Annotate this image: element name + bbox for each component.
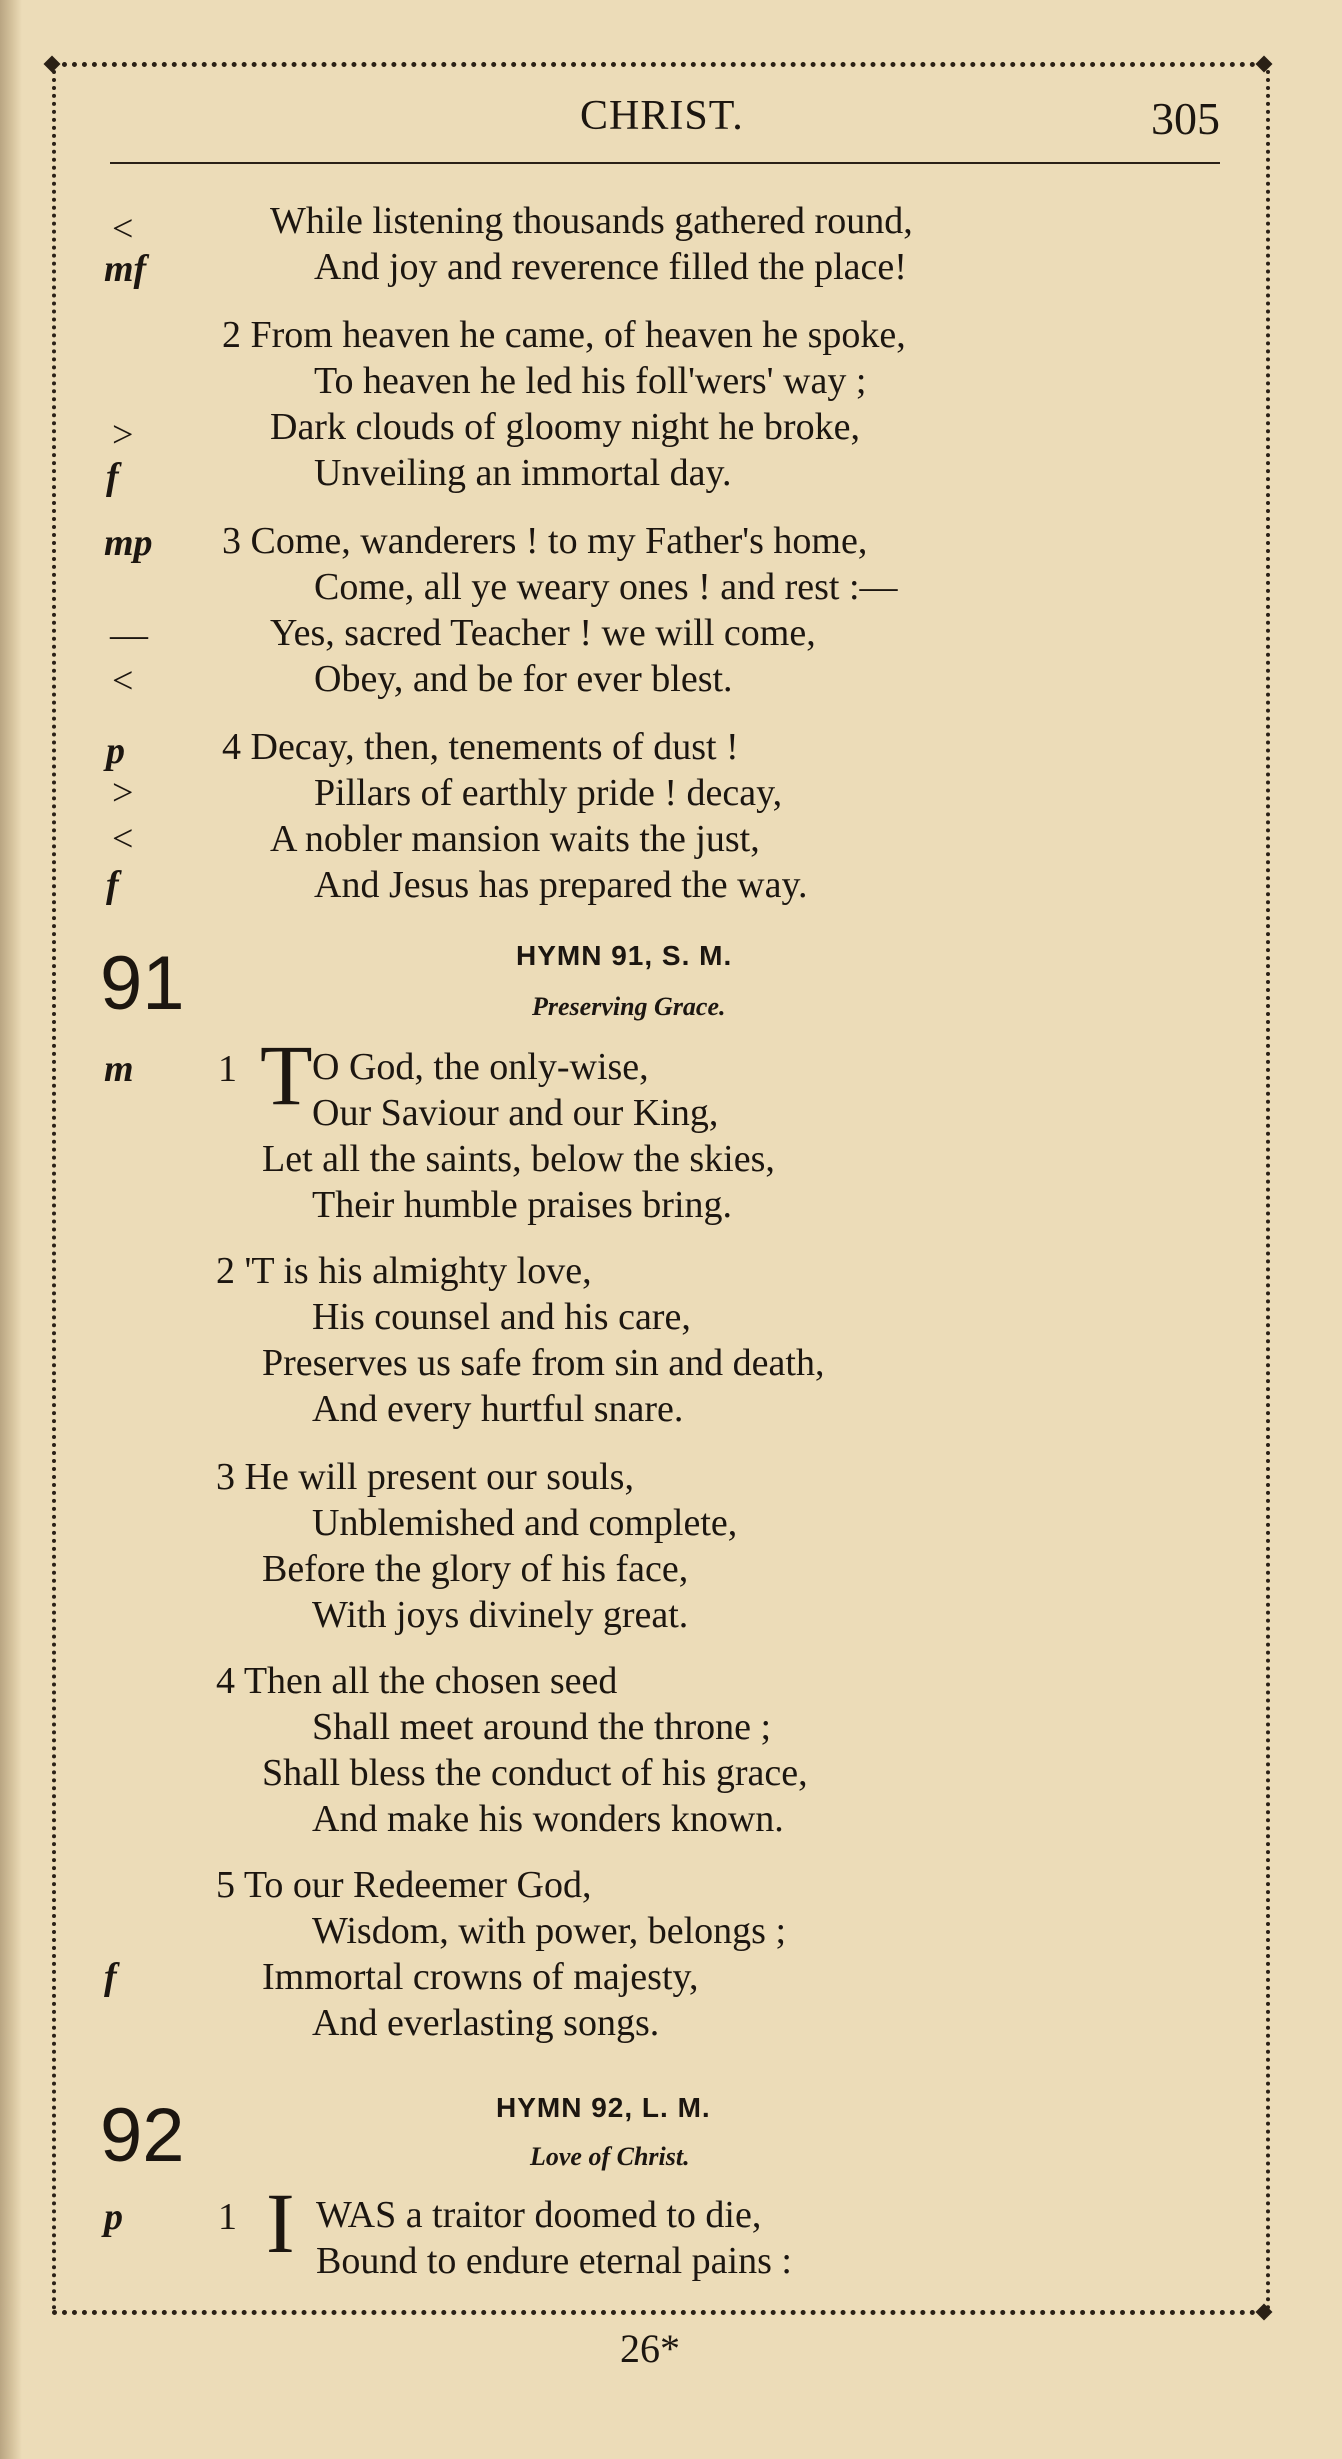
hymn-subtitle: Love of Christ. xyxy=(530,2142,690,2171)
verse-line: Immortal crowns of majesty, xyxy=(262,1956,699,1998)
verse-line: 2 From heaven he came, of heaven he spoke, xyxy=(222,314,906,356)
dynamic-mark: p xyxy=(106,730,125,772)
verse-line: Pillars of earthly pride ! decay, xyxy=(314,772,783,814)
verse-line: And joy and reverence filled the place! xyxy=(314,246,907,288)
dynamic-mark: f xyxy=(106,864,119,906)
verse-line: 5 To our Redeemer God, xyxy=(216,1864,592,1906)
page-header xyxy=(110,92,1220,164)
verse-line: O God, the only-wise, xyxy=(312,1046,649,1088)
dynamic-mark: mf xyxy=(104,248,147,290)
dynamic-mark: < xyxy=(112,208,134,250)
verse-line: 3 He will present our souls, xyxy=(216,1456,634,1498)
verse-line: And make his wonders known. xyxy=(312,1798,784,1840)
dynamic-mark: m xyxy=(104,1048,134,1090)
verse-line: Shall meet around the throne ; xyxy=(312,1706,772,1748)
verse-line: Bound to endure eternal pains : xyxy=(316,2240,792,2282)
verse-line: Before the glory of his face, xyxy=(262,1548,689,1590)
hymn-title: HYMN 91, S. M. xyxy=(516,940,733,971)
verse-number: 1 xyxy=(218,1048,237,1090)
page-edge xyxy=(0,0,22,2459)
verse-line: Shall bless the conduct of his grace, xyxy=(262,1752,808,1794)
dynamic-mark: — xyxy=(110,614,148,656)
verse-line: To heaven he led his foll'wers' way ; xyxy=(314,360,867,402)
hymn-subtitle: Preserving Grace. xyxy=(532,992,726,1021)
verse-line: Our Saviour and our King, xyxy=(312,1092,719,1134)
verse-line: Let all the saints, below the skies, xyxy=(262,1138,775,1180)
verse-line: 4 Decay, then, tenements of dust ! xyxy=(222,726,739,768)
verse-line: Obey, and be for ever blest. xyxy=(314,658,733,700)
page-number: 305 xyxy=(1151,93,1220,144)
verse-line: Unblemished and complete, xyxy=(312,1502,738,1544)
verse-line: Yes, sacred Teacher ! we will come, xyxy=(270,612,816,654)
dynamic-mark: < xyxy=(112,818,134,860)
verse-line: 3 Come, wanderers ! to my Father's home, xyxy=(222,520,868,562)
hymn-number: 91 xyxy=(100,941,185,1026)
bottom-ornament-rule xyxy=(52,2310,1266,2320)
verse-line: With joys divinely great. xyxy=(312,1594,689,1636)
verse-line: WAS a traitor doomed to die, xyxy=(316,2194,762,2236)
dynamic-mark: mp xyxy=(104,522,153,564)
top-ornament-rule xyxy=(52,62,1266,72)
verse-line: Unveiling an immortal day. xyxy=(314,452,732,494)
verse-line: And Jesus has prepared the way. xyxy=(314,864,808,906)
drop-cap: I xyxy=(266,2175,295,2271)
verse-line: And everlasting songs. xyxy=(312,2002,660,2044)
verse-line: Preserves us safe from sin and death, xyxy=(262,1342,825,1384)
verse-line: A nobler mansion waits the just, xyxy=(270,818,760,860)
dynamic-mark: p xyxy=(104,2196,123,2238)
drop-cap: T xyxy=(260,1027,313,1123)
dynamic-mark: f xyxy=(104,1956,117,1998)
dynamic-mark: > xyxy=(112,414,134,456)
dynamic-mark: < xyxy=(112,660,134,702)
verse-line: Their humble praises bring. xyxy=(312,1184,733,1226)
hymn-title: HYMN 92, L. M. xyxy=(496,2092,711,2123)
verse-line: Dark clouds of gloomy night he broke, xyxy=(270,406,860,448)
dynamic-mark: > xyxy=(112,772,134,814)
hymn-number: 92 xyxy=(100,2093,185,2178)
signature-mark: 26* xyxy=(620,2326,680,2371)
verse-line: While listening thousands gathered round, xyxy=(270,200,913,242)
verse-line: And every hurtful snare. xyxy=(312,1388,684,1430)
dynamic-mark: f xyxy=(106,456,119,498)
verse-number: 1 xyxy=(218,2196,237,2238)
verse-line: 4 Then all the chosen seed xyxy=(216,1660,618,1702)
verse-line: Wisdom, with power, belongs ; xyxy=(312,1910,787,1952)
verse-line: Come, all ye weary ones ! and rest :— xyxy=(314,566,898,608)
verse-line: 2 'T is his almighty love, xyxy=(216,1250,592,1292)
verse-line: His counsel and his care, xyxy=(312,1296,691,1338)
running-head: CHRIST. xyxy=(580,93,744,139)
